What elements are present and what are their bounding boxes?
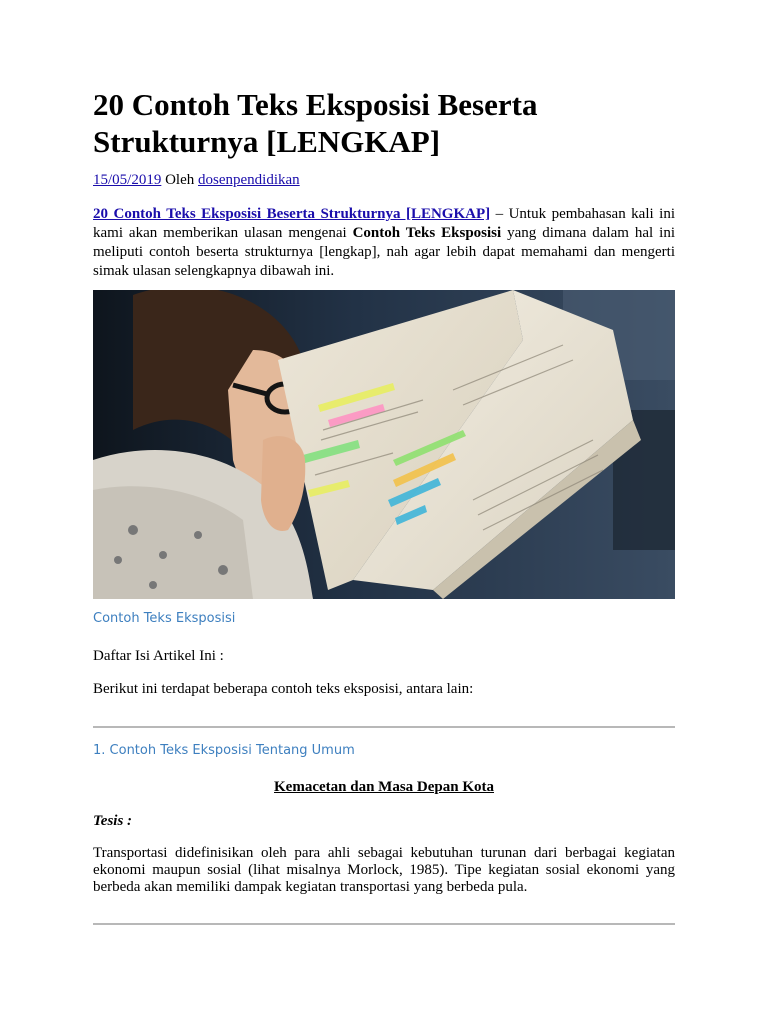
- intro-text-1: – Untuk pembahasan kali ini kami akan memberikan ulasan mengenai: [93, 206, 675, 241]
- author-link[interactable]: dosenpendidikan: [198, 172, 300, 188]
- tesis-paragraph: Transportasi didefinisikan oleh para ahli sebagai kebutuhan turunan dari berbagai kegiatan ekonomi maupun sosial (lihat misalnya Morlock, 1985). Tipe kegiatan sosial ekonomi yang berbeda akan memiliki dampak kegiatan transportasi yang berbeda pula.: [93, 845, 675, 895]
- lead-sentence: Berikut ini terdapat beberapa contoh teks eksposisi, antara lain:: [93, 681, 474, 697]
- section-heading: 1. Contoh Teks Eksposisi Tentang Umum: [93, 743, 355, 758]
- intro-bold-term: Contoh Teks Eksposisi: [352, 225, 502, 241]
- person-reading-book-image: [93, 290, 675, 599]
- intro-text-2: yang dimana dalam hal ini meliputi contoh beserta strukturnya [lengkap], nah agar lebih dapat memahami dan mengerti simak ulasan selengkapnya dibawah ini.: [93, 225, 675, 279]
- divider: [93, 726, 675, 728]
- intro-title-link[interactable]: 20 Contoh Teks Eksposisi Beserta Strukturnya [LENGKAP]: [93, 206, 491, 222]
- article-meta: [93, 171, 300, 189]
- by-label: Oleh: [165, 172, 195, 188]
- tesis-label: Tesis :: [93, 813, 133, 829]
- divider: [93, 923, 675, 925]
- article-title: 20 Contoh Teks Eksposisi Beserta Strukturnya [LENGKAP]: [93, 87, 538, 159]
- toc-label[interactable]: Daftar Isi Artikel Ini :: [93, 648, 224, 664]
- intro-paragraph: [93, 205, 675, 281]
- example-title: Kemacetan dan Masa Depan Kota: [274, 779, 494, 795]
- date-link[interactable]: 15/05/2019: [93, 172, 162, 188]
- image-caption: Contoh Teks Eksposisi: [93, 611, 236, 626]
- article-image: [93, 290, 675, 599]
